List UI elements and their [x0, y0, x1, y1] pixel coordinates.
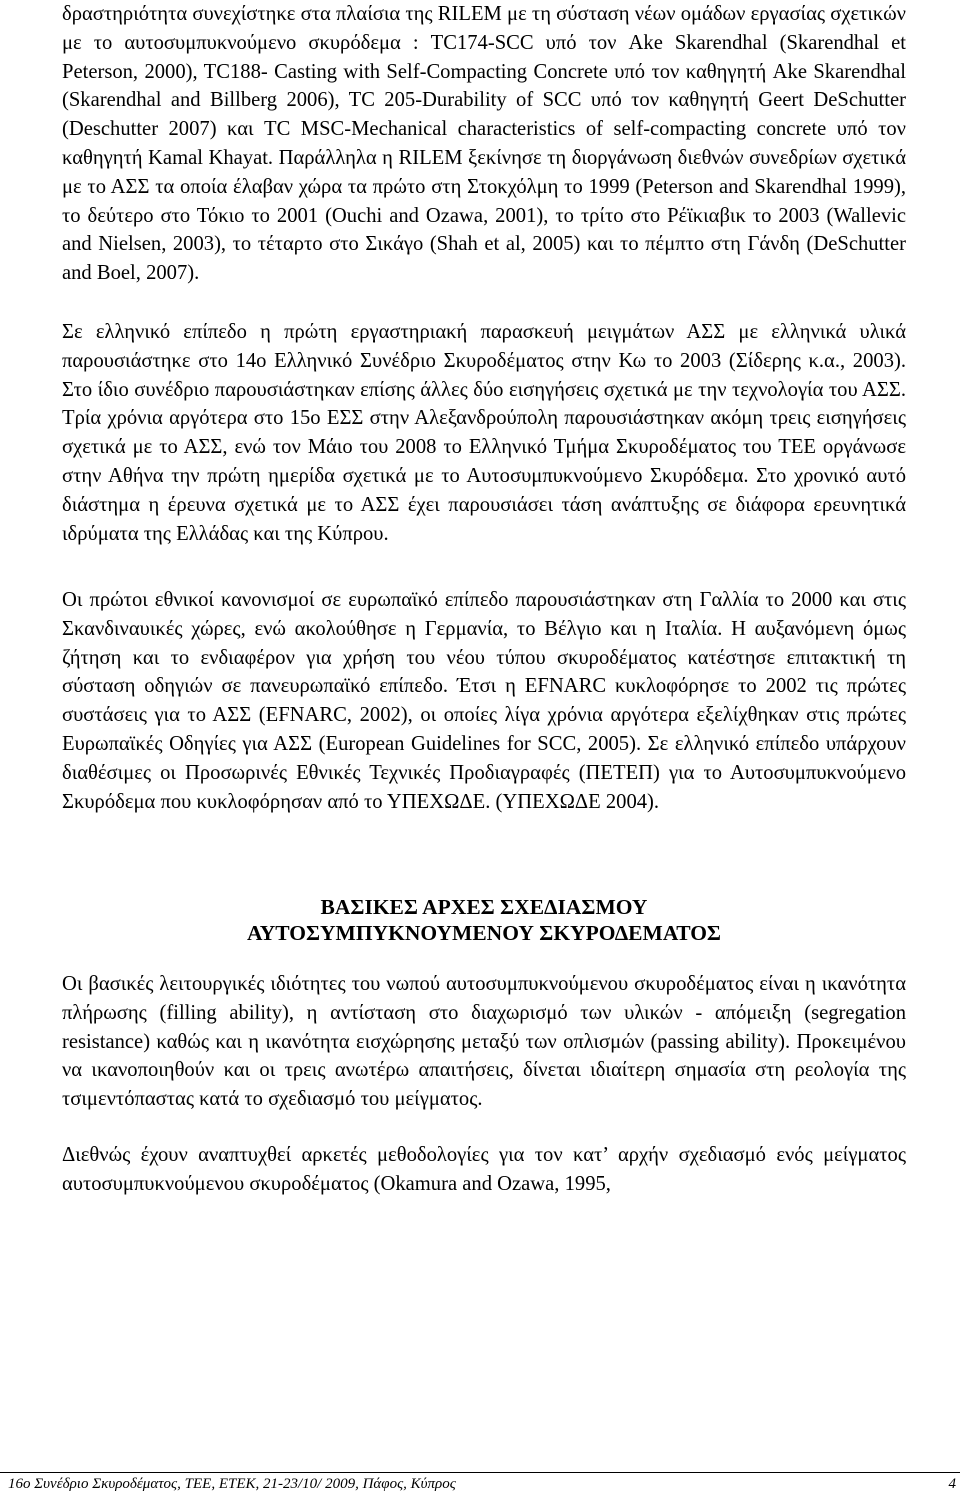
paragraph-national-codes: Οι πρώτοι εθνικοί κανονισμοί σε ευρωπαϊκό επίπεδο παρουσιάστηκαν στη Γαλλία το 2000 και στις Σκανδιναυικές χώρες, ενώ ακολούθησε η Γερμανία, το Βέλγιο και η Ιταλία. Η αυξανόμενη όμως ζήτηση και το ενδιαφέρον για χρήση του νέου τύπου σκυροδέματος κατέστησε επιτακτική τη σύσταση οδηγιών σε πανευρωπαϊκό επίπεδο. Έτσι η EFNARC κυκλοφόρησε το 2002 τις πρώτες συστάσεις για το ΑΣΣ (EFNARC, 2002), οι οποίες λίγα χρόνια αργότερα εξελίχθηκαν στις πρώτες Ευρωπαϊκές Οδηγίες για ΑΣΣ (European Guidelines for SCC, 2005). Σε ελληνικό επίπεδο υπάρχουν διαθέσιμες οι Προσωρινές Εθνικές Τεχνικές Προδιαγραφές (ΠΕΤΕΠ) για το Αυτοσυμπυκνούμενο Σκυρόδεμα που κυκλοφόρησαν από το ΥΠΕΧΩΔΕ. (ΥΠΕΧΩΔΕ 2004). [62, 589, 906, 813]
footer-divider [0, 1472, 960, 1473]
section-heading-line-1: ΒΑΣΙΚΕΣ ΑΡΧΕΣ ΣΧΕΔΙΑΣΜΟΥ [320, 895, 648, 919]
paragraph-design-methods: Διεθνώς έχουν αναπτυχθεί αρκετές μεθοδολογίες για τον κατ’ αρχήν σχεδιασμό ενός μείγματος αυτοσυμπυκνούμενου σκυροδέματος (Okamura and Ozawa, 1995, [62, 1144, 906, 1195]
section-heading [62, 894, 906, 946]
page-footer [8, 1474, 956, 1495]
footer-conference-text: 16ο Συνέδριο Σκυροδέματος, ΤΕΕ, ΕΤΕΚ, 21-23/10/ 2009, Πάφος, Κύπρος [8, 1476, 456, 1492]
paragraph-fresh-properties: Οι βασικές λειτουργικές ιδιότητες του νωπού αυτοσυμπυκνούμενου σκυροδέματος είναι η ικανότητα πλήρωσης (filling ability), η αντίσταση στο διαχωρισμό των υλικών - απόμειξη (segregation resistance) καθώς και η ικανότητα εισχώρησης μεταξύ των οπλισμών (passing ability). Προκειμένου να ικανοποιηθούν και οι τρεις ανωτέρω απαιτήσεις, δίνεται ιδιαίτερη σημασία στη ρεολογία της τσιμεντόπαστας κατά το σχεδιασμό του μείγματος. [62, 973, 906, 1111]
paragraph-greek-research: Σε ελληνικό επίπεδο η πρώτη εργαστηριακή παρασκευή μειγμάτων ΑΣΣ με ελληνικά υλικά παρουσιάστηκε στο 14ο Ελληνικό Συνέδριο Σκυροδέματος στην Κω το 2003 (Σίδερης κ.α., 2003). Στο ίδιο συνέδριο παρουσιάστηκαν επίσης άλλες δύο εισηγήσεις σχετικά με την τεχνολογία του ΑΣΣ. Τρία χρόνια αργότερα στο 15ο ΕΣΣ στην Αλεξανδρούπολη παρουσιάστηκαν ακόμη τρεις εισηγήσεις σχετικά με το ΑΣΣ, ενώ τον Μάιο του 2008 το Ελληνικό Τμήμα Σκυροδέματος του ΤΕΕ οργάνωσε στην Αθήνα την πρώτη ημερίδα σχετικά με το Αυτοσυμπυκνούμενο Σκυρόδεμα. Στο χρονικό αυτό διάστημα η έρευνα σχετικά με το ΑΣΣ έχει παρουσιάσει τάση ανάπτυξης σε διάφορα ερευνητικά ιδρύματα της Ελλάδας και της Κύπρου. [62, 321, 906, 545]
footer-page-number: 4 [948, 1476, 956, 1492]
section-heading-line-2: ΑΥΤΟΣΥΜΠΥΚΝΟΥΜΕΝΟΥ ΣΚΥΡΟΔΕΜΑΤΟΣ [247, 921, 721, 945]
paragraph-rilem-history: δραστηριότητα συνεχίστηκε στα πλαίσια της RILEM με τη σύσταση νέων ομάδων εργασίας σχετικών με το αυτοσυμπυκνούμενο σκυρόδεμα : TC174-SCC υπό τον Ake Skarendhal (Skarendhal et Peterson, 2000), TC188- Casting with Self-Compacting Concrete υπό τον καθηγητή Ake Skarendhal (Skarendhal and Billberg 2006), TC 205-Durability of SCC υπό τον καθηγητή Geert DeSchutter (Deschutter 2007) και TC MSC-Mechanical characteristics of self-compacting concrete υπό τον καθηγητή Kamal Khayat. Παράλληλα η RILEM ξεκίνησε τη διοργάνωση διεθνών συνεδρίων σχετικά με το ΑΣΣ τα οποία έλαβαν χώρα τα πρώτο στη Στοκχόλμη το 1999 (Peterson and Skarendhal 1999), το δεύτερο στο Τόκιο το 2001 (Ouchi and Ozawa, 2001), το τρίτο στο Ρέϊκιαβικ το 2003 (Wallevic and Nielsen, 2003), το τέταρτο στο Σικάγο (Shah et al, 2005) και το πέμπτο στη Γάνδη (DeSchutter and Boel, 2007). [62, 3, 906, 285]
